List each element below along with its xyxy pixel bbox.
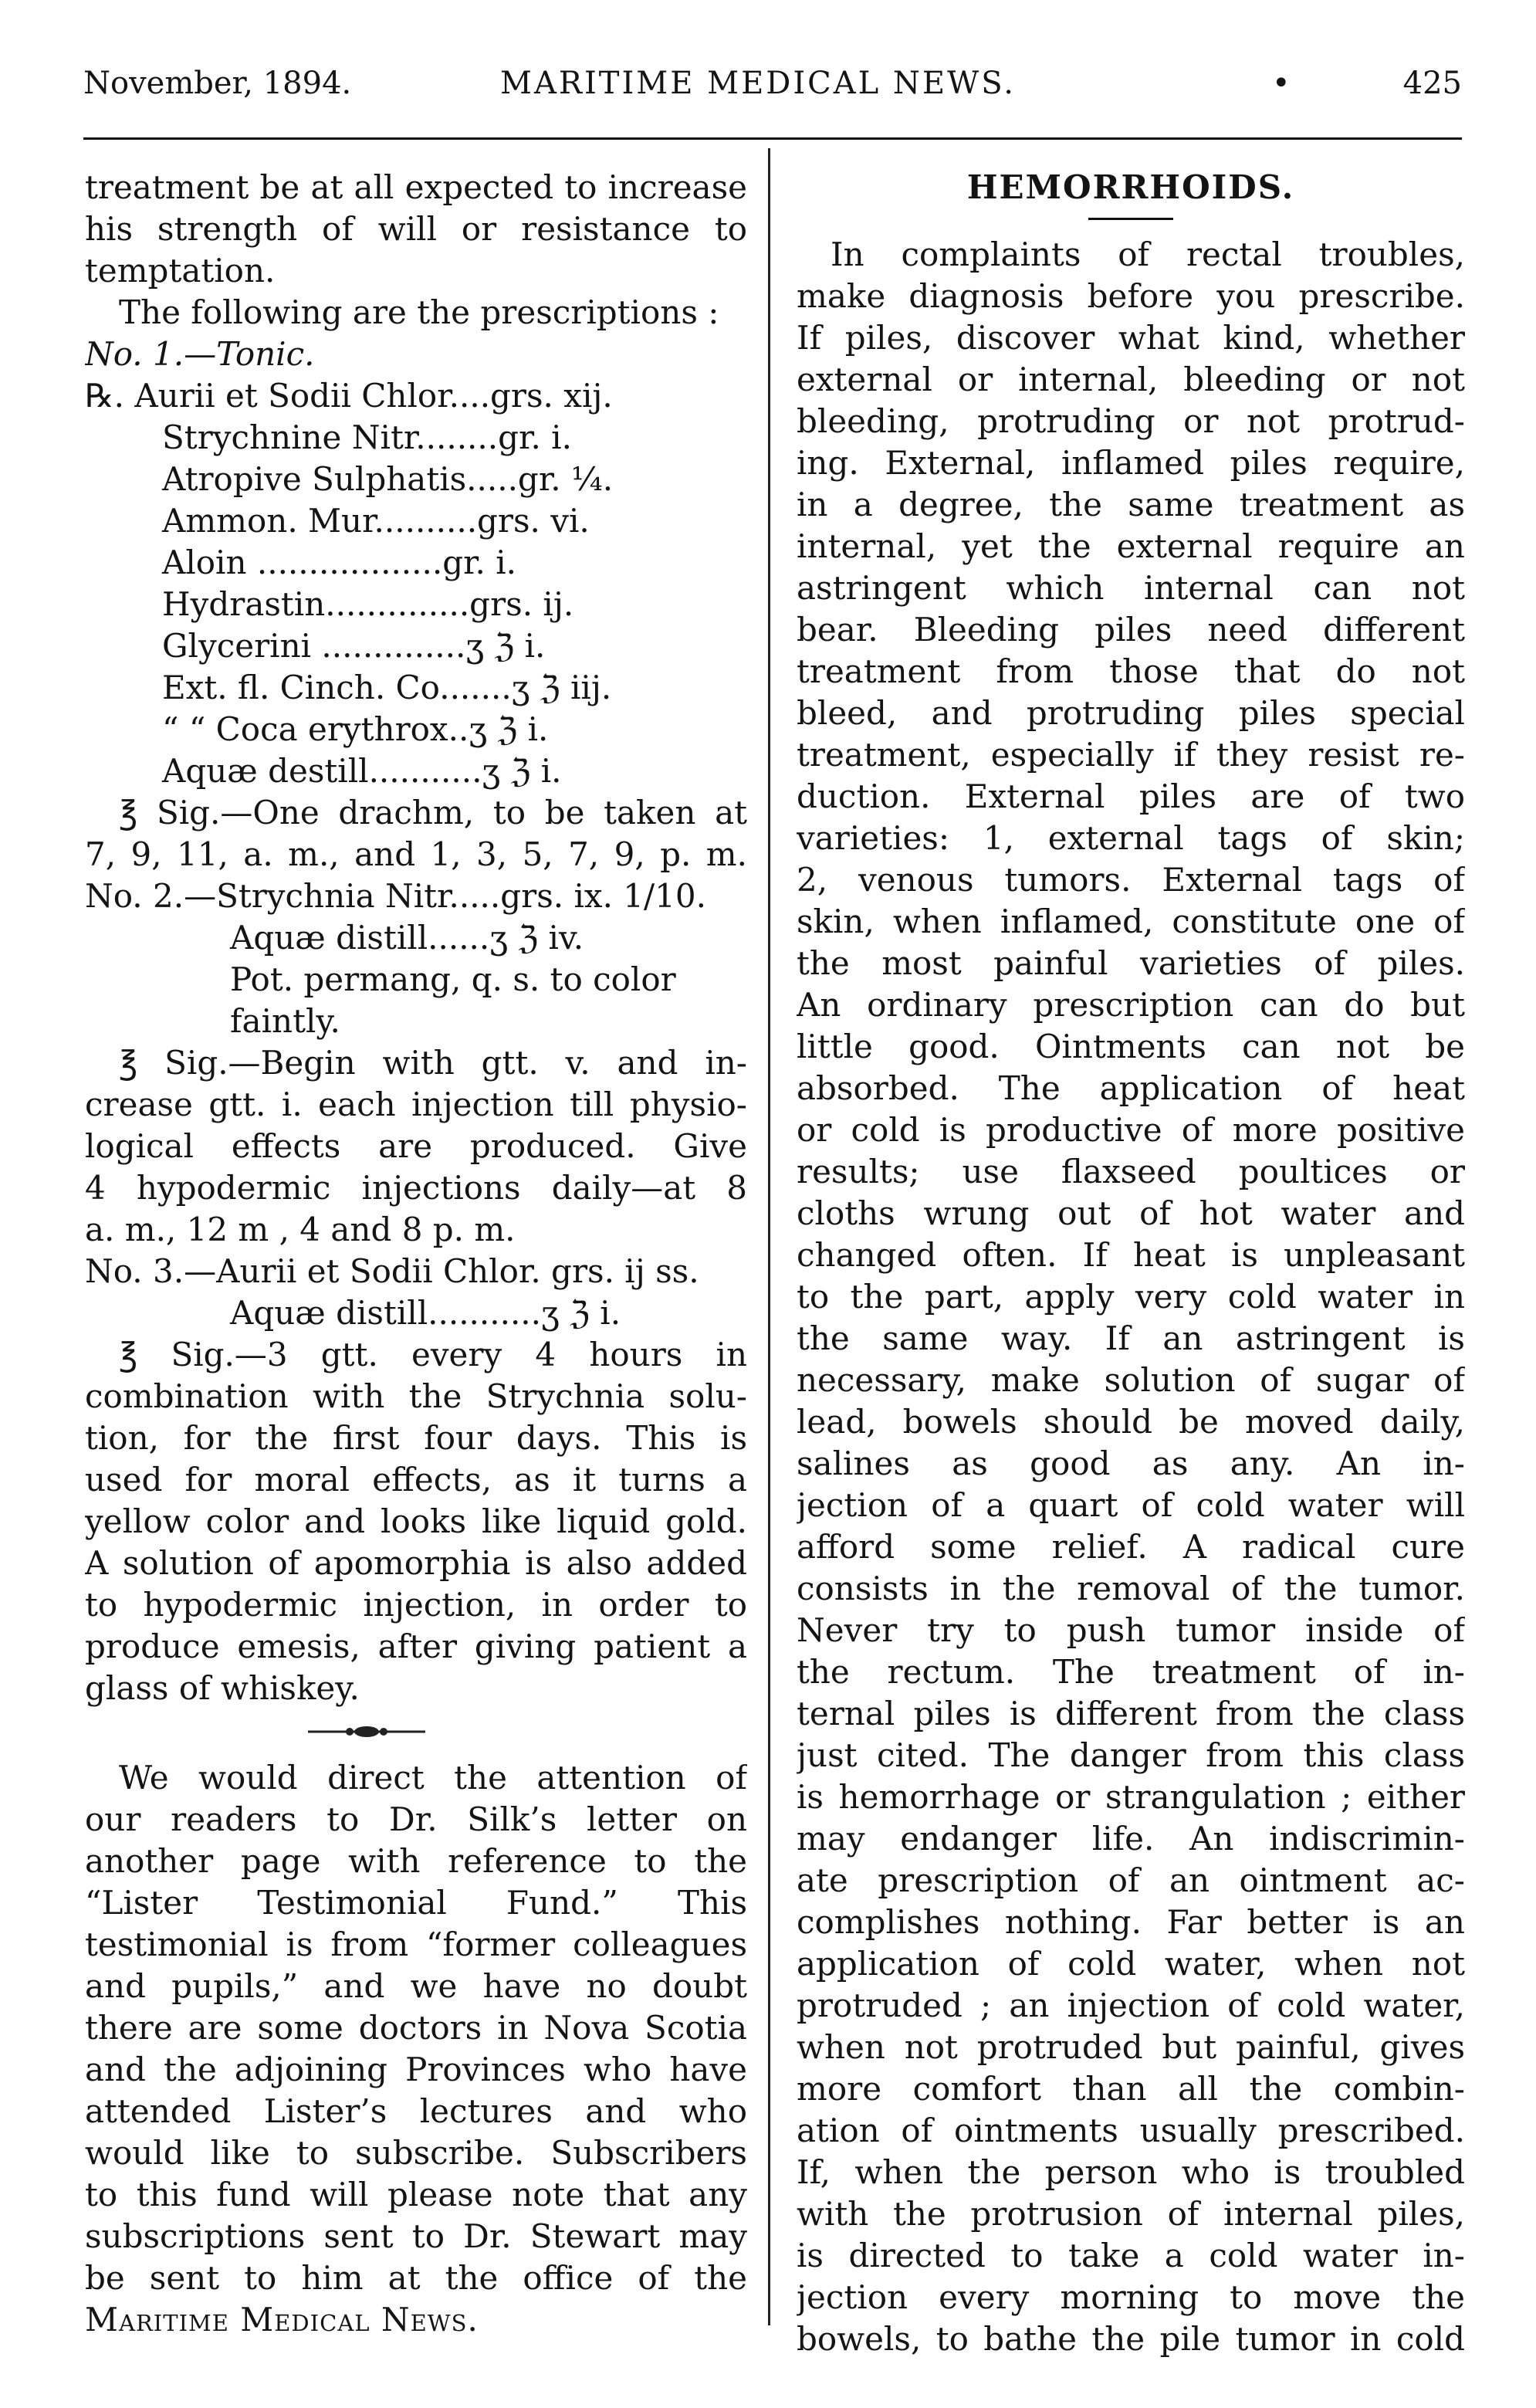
text-line: ternal piles is different from the class	[797, 1695, 1465, 1732]
text-line: No. 2.—Strychnia Nitr.....grs. ix. 1/10.	[85, 877, 706, 915]
text-line: the rectum. The treatment of in-	[797, 1653, 1465, 1691]
text-line: and the adjoining Provinces who have	[85, 2051, 747, 2088]
text-line: his strength of will or resistance to	[85, 210, 747, 248]
text-line: jection every morning to move the	[797, 2278, 1465, 2316]
issue-date: November, 1894.	[83, 66, 352, 101]
text-line: our readers to Dr. Silk’s letter on	[85, 1800, 747, 1838]
text-line: skin, when inflamed, constitute one of	[797, 903, 1465, 940]
text-line: is hemorrhage or strangulation ; either	[797, 1778, 1465, 1816]
text-line: varieties: 1, external tags of skin;	[797, 819, 1465, 857]
left-column	[85, 167, 747, 2341]
text-line: The following are the prescriptions :	[119, 293, 719, 331]
text-line: Aloin ..................gr. i.	[162, 544, 517, 581]
text-line: in a degree, the same treatment as	[797, 486, 1465, 523]
text-line: little good. Ointments can not be	[797, 1028, 1465, 1065]
text-line: Glycerini ..............ʒ ℨ i.	[162, 627, 546, 665]
text-line: attended Lister’s lectures and who	[85, 2092, 747, 2130]
text-line: Aquæ distill...........ʒ ℨ i.	[230, 1294, 621, 1332]
text-line: Ammon. Mur..........grs. vi.	[162, 502, 590, 540]
text-line: another page with reference to the	[85, 1842, 747, 1880]
text-line: the same way. If an astringent is	[797, 1319, 1465, 1357]
text-line: ℥ Sig.—3 gtt. every 4 hours in	[119, 1336, 747, 1373]
text-line: Never try to push tumor inside of	[797, 1611, 1465, 1649]
text-line: logical effects are produced. Give	[85, 1127, 747, 1165]
text-line: We would direct the attention of	[119, 1759, 747, 1797]
text-line: make diagnosis before you prescribe.	[797, 277, 1465, 315]
text-line: there are some doctors in Nova Scotia	[85, 2009, 747, 2047]
text-line: Hydrastin..............grs. ij.	[162, 585, 574, 623]
text-line: Maritime Medical News.	[85, 2301, 479, 2339]
text-line: protruded ; an injection of cold water,	[797, 1986, 1465, 2024]
text-line: absorbed. The application of heat	[797, 1069, 1465, 1107]
text-line: tion, for the first four days. This is	[85, 1419, 747, 1457]
text-line: A solution of apomorphia is also added	[85, 1544, 747, 1582]
text-line: more comfort than all the combin-	[797, 2070, 1465, 2108]
text-line: produce emesis, after giving patient a	[85, 1627, 747, 1665]
text-line: be sent to him at the office of the	[85, 2259, 747, 2297]
text-line: testimonial is from “former colleagues	[85, 1925, 747, 1963]
text-line: necessary, make solution of sugar of	[797, 1361, 1465, 1399]
text-line: used for moral effects, as it turns a	[85, 1461, 747, 1499]
section-ornament	[85, 1709, 747, 1757]
text-line: Atropive Sulphatis.....gr. ¼.	[162, 460, 614, 498]
text-line: would like to subscribe. Subscribers	[85, 2134, 747, 2172]
text-line: the most painful varieties of piles.	[797, 944, 1465, 982]
prescriptions-text	[85, 167, 747, 1709]
text-line: Aquæ distill......ʒ ℨ iv.	[230, 919, 584, 957]
text-line: may endanger life. An indiscrimin-	[797, 1820, 1465, 1858]
text-line: or cold is productive of more positive	[797, 1111, 1465, 1149]
text-line: 4 hypodermic injections daily—at 8	[85, 1169, 747, 1207]
header-rule	[83, 137, 1462, 140]
text-line: astringent which internal can not	[797, 569, 1465, 607]
text-line: changed often. If heat is unpleasant	[797, 1236, 1465, 1274]
text-line: afford some relief. A radical cure	[797, 1528, 1465, 1566]
text-line: application of cold water, when not	[797, 1945, 1465, 1983]
text-line: ℞. Aurii et Sodii Chlor....grs. xij.	[85, 377, 613, 415]
lister-fund-notice	[85, 1757, 747, 2341]
text-line: cloths wrung out of hot water and	[797, 1194, 1465, 1232]
text-line: Strychnine Nitr........gr. i.	[162, 418, 572, 456]
text-line: bleeding, protruding or not protrud-	[797, 402, 1465, 440]
text-line: internal, yet the external require an	[797, 527, 1465, 565]
text-line: ate prescription of an ointment ac-	[797, 1861, 1465, 1899]
right-column	[797, 167, 1465, 2360]
text-line: salines as good as any. An in-	[797, 1444, 1465, 1482]
text-line: No. 1.—Tonic.	[85, 335, 315, 373]
page-number: 425	[1402, 66, 1462, 101]
text-line: consists in the removal of the tumor.	[797, 1570, 1465, 1607]
text-line: “ “ Coca erythrox..ʒ ℨ i.	[162, 710, 549, 748]
text-line: subscriptions sent to Dr. Stewart may	[85, 2217, 747, 2255]
text-line: bowels, to bathe the pile tumor in cold	[797, 2320, 1465, 2358]
text-line: Pot. permang, q. s. to color	[230, 960, 676, 998]
text-line: just cited. The danger from this class	[797, 1736, 1465, 1774]
text-line: temptation.	[85, 252, 276, 290]
text-line: combination with the Strychnia solu-	[85, 1377, 747, 1415]
text-line: In complaints of rectal troubles,	[831, 235, 1465, 273]
heading-rule	[1088, 218, 1173, 220]
text-line: 2, venous tumors. External tags of	[797, 861, 1465, 899]
text-line: If piles, discover what kind, whether	[797, 319, 1465, 357]
text-line: yellow color and looks like liquid gold.	[85, 1502, 747, 1540]
text-line: If, when the person who is troubled	[797, 2153, 1465, 2191]
text-line: 7, 9, 11, a. m., and 1, 3, 5, 7, 9, p. m.	[85, 835, 747, 873]
text-line: Aquæ destill...........ʒ ℨ i.	[162, 752, 562, 790]
text-line: treatment from those that do not	[797, 652, 1465, 690]
article-heading: HEMORRHOIDS.	[966, 168, 1295, 206]
text-line: No. 3.—Aurii et Sodii Chlor. grs. ij ss.	[85, 1252, 699, 1290]
text-line: lead, bowels should be moved daily,	[797, 1403, 1465, 1441]
text-line: treatment be at all expected to increase	[85, 168, 747, 206]
text-line: ℥ Sig.—Begin with gtt. v. and in-	[119, 1044, 747, 1082]
text-line: jection of a quart of cold water will	[797, 1486, 1465, 1524]
text-line: results; use flaxseed poultices or	[797, 1153, 1465, 1190]
text-line: bleed, and protruding piles special	[797, 694, 1465, 732]
running-header	[83, 60, 1462, 114]
text-line: to this fund will please note that any	[85, 2176, 747, 2213]
column-divider	[768, 148, 770, 2325]
text-line: is directed to take a cold water in-	[797, 2237, 1465, 2274]
text-line: An ordinary prescription can do but	[797, 986, 1465, 1024]
journal-title: MARITIME MEDICAL NEWS.	[500, 66, 1016, 101]
text-line: to the part, apply very cold water in	[797, 1278, 1465, 1316]
text-line: to hypodermic injection, in order to	[85, 1586, 747, 1624]
text-line: a. m., 12 m , 4 and 8 p. m.	[85, 1211, 516, 1248]
hemorrhoids-text	[797, 234, 1465, 2360]
text-line: with the protrusion of internal piles,	[797, 2195, 1465, 2233]
text-line: ation of ointments usually prescribed.	[797, 2112, 1465, 2149]
text-line: glass of whiskey.	[85, 1669, 360, 1707]
text-line: treatment, especially if they resist re-	[797, 736, 1465, 774]
text-line: external or internal, bleeding or not	[797, 361, 1465, 398]
text-line: ing. External, inflamed piles require,	[797, 444, 1465, 482]
text-line: duction. External piles are of two	[797, 777, 1465, 815]
text-line: faintly.	[230, 1002, 340, 1040]
ornament-flourish-icon	[305, 1720, 428, 1743]
header-dot: •	[1272, 66, 1291, 101]
text-line: ℥ Sig.—One drachm, to be taken at	[119, 794, 747, 831]
text-line: “Lister Testimonial Fund.” This	[85, 1884, 747, 1922]
text-line: and pupils,” and we have no doubt	[85, 1967, 747, 2005]
text-line: bear. Bleeding piles need different	[797, 611, 1465, 649]
text-line: crease gtt. i. each injection till physio-	[85, 1085, 747, 1123]
text-line: when not protruded but painful, gives	[797, 2028, 1465, 2066]
text-line: Ext. fl. Cinch. Co.......ʒ ℨ iij.	[162, 669, 612, 706]
text-line: complishes nothing. Far better is an	[797, 1903, 1465, 1941]
